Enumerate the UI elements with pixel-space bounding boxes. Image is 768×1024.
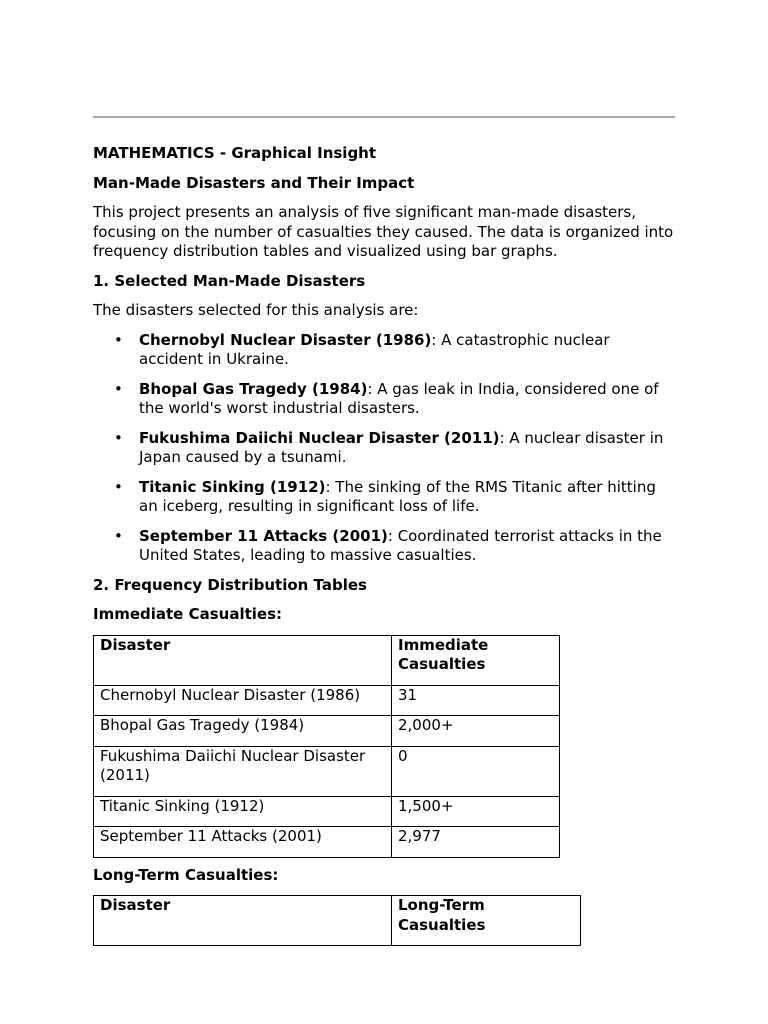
section1-lead: The disasters selected for this analysis are: bbox=[93, 301, 419, 319]
list-item bbox=[93, 478, 675, 517]
list-item bbox=[93, 331, 675, 370]
disaster-name: Titanic Sinking (1912) bbox=[139, 477, 326, 496]
column-header: Long-Term Casualties bbox=[392, 896, 581, 946]
table-row bbox=[94, 716, 560, 747]
section1-heading: 1. Selected Man-Made Disasters bbox=[93, 271, 366, 290]
column-header: Disaster bbox=[94, 896, 392, 946]
table-cell: Titanic Sinking (1912) bbox=[94, 796, 392, 827]
bullet-icon: • bbox=[114, 526, 123, 545]
disaster-desc: : A nuclear disaster in Japan caused by a tsunami. bbox=[139, 428, 664, 466]
table-cell: 2,977 bbox=[392, 827, 560, 858]
bullet-icon: • bbox=[114, 379, 123, 398]
disaster-name: Bhopal Gas Tragedy (1984) bbox=[139, 379, 368, 398]
header-divider bbox=[93, 116, 675, 118]
immediate-casualties-table bbox=[93, 635, 560, 858]
longterm-casualties-table bbox=[93, 895, 581, 946]
table-header-row bbox=[94, 635, 560, 685]
table-cell: 31 bbox=[392, 685, 560, 716]
longterm-table-title: Long-Term Casualties: bbox=[93, 865, 279, 884]
table-cell: 0 bbox=[392, 746, 560, 796]
disaster-desc: : A gas leak in India, considered one of the world's worst industrial disasters. bbox=[139, 379, 659, 417]
table-header-row bbox=[94, 896, 581, 946]
project-title: Man-Made Disasters and Their Impact bbox=[93, 173, 415, 192]
intro-paragraph: This project presents an analysis of five significant man-made disasters, focusing on the number of casualties they caused. The data is organized into frequency distribution tables and visualized using bar graphs. bbox=[93, 203, 674, 260]
disaster-desc: : Coordinated terrorist attacks in the United States, leading to massive casualties. bbox=[139, 526, 662, 564]
column-header: Disaster bbox=[94, 635, 392, 685]
table-cell: 1,500+ bbox=[392, 796, 560, 827]
table-cell: 2,000+ bbox=[392, 716, 560, 747]
disaster-name: September 11 Attacks (2001) bbox=[139, 526, 388, 545]
disaster-desc: : The sinking of the RMS Titanic after hitting an iceberg, resulting in significant loss of life. bbox=[139, 477, 656, 515]
table-cell: Fukushima Daiichi Nuclear Disaster (2011) bbox=[94, 746, 392, 796]
list-item bbox=[93, 380, 675, 419]
disaster-name: Chernobyl Nuclear Disaster (1986) bbox=[139, 330, 432, 349]
immediate-table-title: Immediate Casualties: bbox=[93, 605, 282, 623]
section2-heading: 2. Frequency Distribution Tables bbox=[93, 575, 367, 594]
bullet-icon: • bbox=[114, 330, 123, 349]
table-row bbox=[94, 746, 560, 796]
table-cell: September 11 Attacks (2001) bbox=[94, 827, 392, 858]
document-body bbox=[93, 144, 675, 954]
list-item bbox=[93, 527, 675, 566]
table-row bbox=[94, 827, 560, 858]
subject-title: MATHEMATICS - Graphical Insight bbox=[93, 144, 377, 162]
bullet-icon: • bbox=[114, 477, 123, 496]
list-item bbox=[93, 429, 675, 468]
table-cell: Bhopal Gas Tragedy (1984) bbox=[94, 716, 392, 747]
table-cell: Chernobyl Nuclear Disaster (1986) bbox=[94, 685, 392, 716]
disaster-list bbox=[93, 331, 675, 566]
bullet-icon: • bbox=[114, 428, 123, 447]
table-row bbox=[94, 796, 560, 827]
disaster-name: Fukushima Daiichi Nuclear Disaster (2011) bbox=[139, 428, 500, 447]
table-row bbox=[94, 685, 560, 716]
column-header: Immediate Casualties bbox=[392, 635, 560, 685]
disaster-desc: : A catastrophic nuclear accident in Ukraine. bbox=[139, 330, 610, 368]
